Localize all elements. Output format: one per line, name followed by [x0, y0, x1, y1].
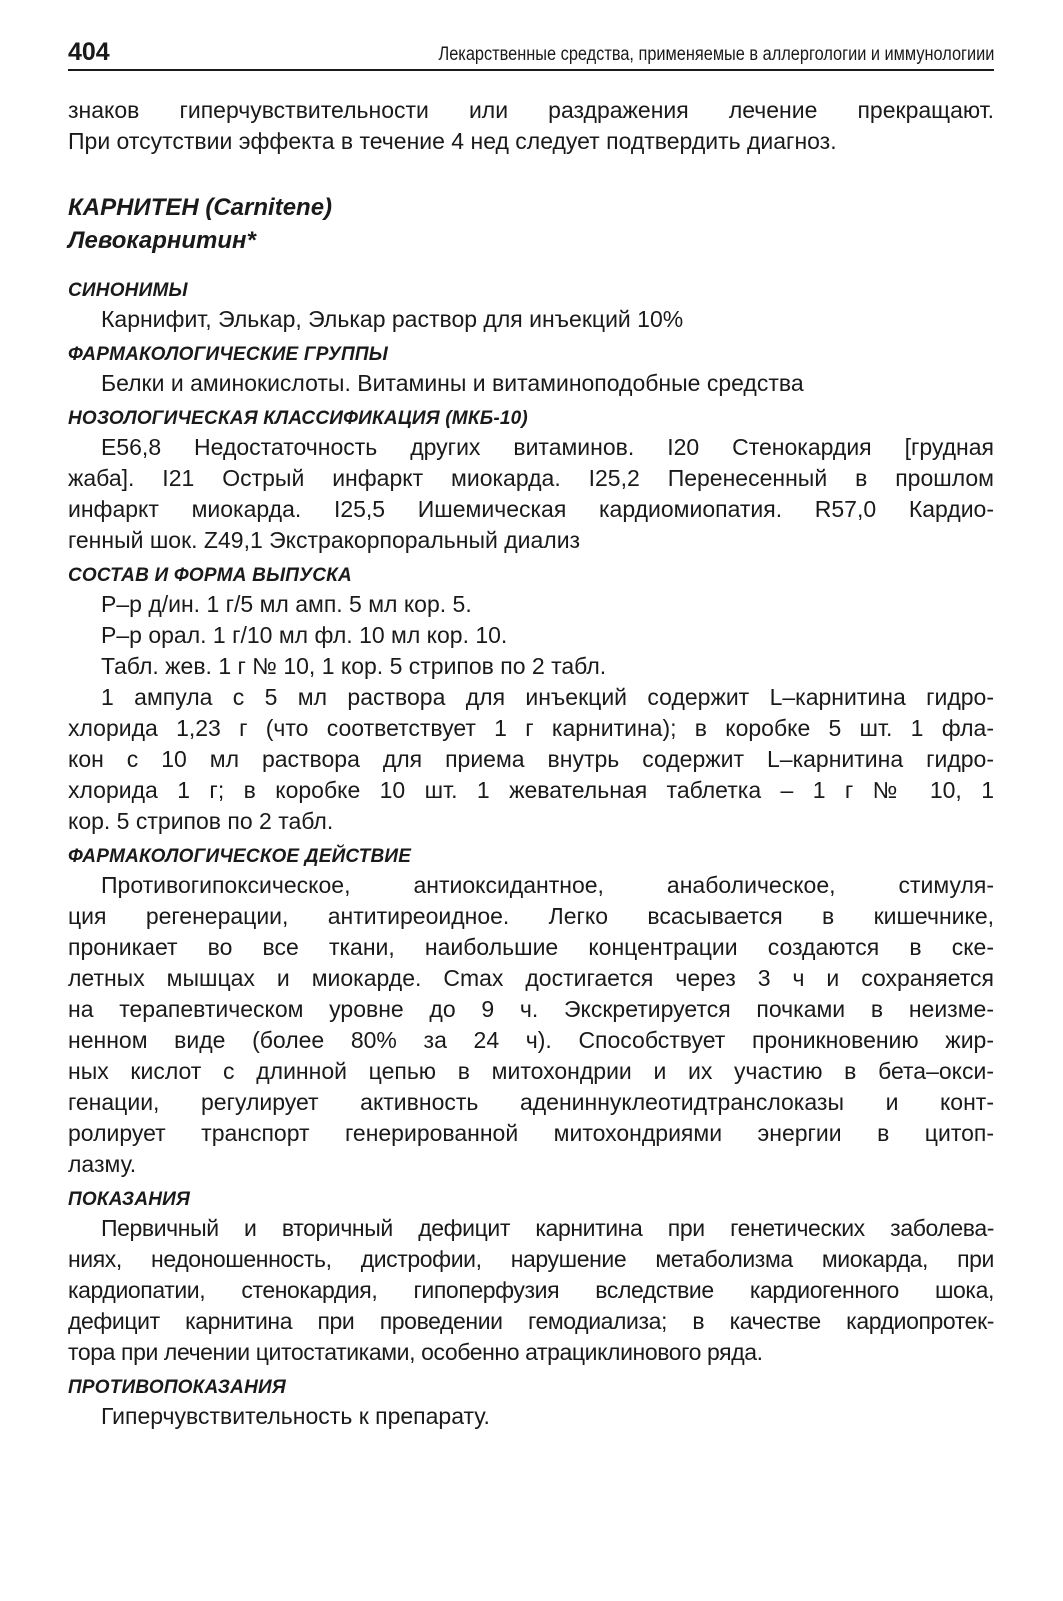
section-heading-synonyms: СИНОНИМЫ	[68, 280, 188, 301]
composition-line: 1 ампула с 5 мл раствора для инъекций содержит L–карнитина гидро-	[101, 684, 994, 710]
pharm-action-line: летных мышцах и миокарде. Cmax достигается через 3 ч и сохраняется	[68, 965, 994, 991]
section-body-pharm-groups	[68, 368, 994, 399]
pharm-action-line: генации, регулирует активность адениннуклеотидтранслоказы и конт-	[68, 1089, 994, 1115]
synonyms-text: Карнифит, Элькар, Элькар раствор для инъекций 10%	[101, 306, 684, 332]
section-body-contraindications	[68, 1401, 994, 1432]
nosology-line: жаба]. I21 Острый инфаркт миокарда. I25,2 Перенесенный в прошлом	[68, 465, 994, 491]
page-number: 404	[68, 38, 110, 66]
composition-line: хлорида 1,23 г (что соответствует 1 г карнитина); в коробке 5 шт. 1 фла-	[68, 715, 994, 741]
composition-line: хлорида 1 г; в коробке 10 шт. 1 жевательная таблетка – 1 г № 10, 1	[68, 777, 994, 803]
indications-line: дефицит карнитина при проведении гемодиализа; в качестве кардиопротек-	[68, 1308, 994, 1334]
pharm-action-line: ненном виде (более 80% за 24 ч). Способствует проникновению жир-	[68, 1027, 994, 1053]
section-heading-contraindications: ПРОТИВОПОКАЗАНИЯ	[68, 1377, 286, 1398]
section-body-composition	[68, 589, 994, 837]
nosology-line: E56,8 Недостаточность других витаминов. I20 Стенокардия [грудная	[101, 434, 994, 460]
pharm-action-line: ция регенерации, антитиреоидное. Легко всасывается в кишечнике,	[68, 903, 994, 929]
contraindications-text: Гиперчувствительность к препарату.	[101, 1403, 490, 1429]
intro-line: знаков гиперчувствительности или раздражения лечение прекращают.	[68, 97, 994, 123]
drug-inn: Левокарнитин*	[68, 227, 256, 254]
composition-item: Р–р орал. 1 г/10 мл фл. 10 мл кор. 10.	[101, 622, 508, 648]
section-body-nosology	[68, 432, 994, 556]
pharm-action-line: Противогипоксическое, антиоксидантное, анаболическое, стимуля-	[101, 872, 994, 898]
nosology-line: генный шок. Z49,1 Экстракорпоральный диализ	[68, 527, 581, 553]
composition-line: кор. 5 стрипов по 2 табл.	[68, 808, 334, 834]
section-heading-pharm-action: ФАРМАКОЛОГИЧЕСКОЕ ДЕЙСТВИЕ	[68, 846, 412, 867]
pharm-action-line: лазму.	[68, 1151, 137, 1177]
section-heading-nosology: НОЗОЛОГИЧЕСКАЯ КЛАССИФИКАЦИЯ (МКБ-10)	[68, 408, 528, 429]
section-heading-composition: СОСТАВ И ФОРМА ВЫПУСКА	[68, 565, 352, 586]
composition-item: Р–р д/ин. 1 г/5 мл амп. 5 мл кор. 5.	[101, 591, 472, 617]
indications-line: кардиопатии, стенокардия, гипоперфузия вследствие кардиогенного шока,	[68, 1277, 994, 1303]
section-body-indications	[68, 1213, 994, 1368]
drug-name: КАРНИТЕН (Carnitene)	[68, 194, 333, 221]
intro-line: При отсутствии эффекта в течение 4 нед следует подтвердить диагноз.	[68, 128, 837, 154]
section-body-pharm-action	[68, 870, 994, 1180]
intro-paragraph	[68, 95, 994, 157]
pharm-action-line: проникает во все ткани, наибольшие концентрации создаются в ске-	[68, 934, 994, 960]
book-page	[68, 30, 994, 1432]
composition-line: кон с 10 мл раствора для приема внутрь содержит L–карнитина гидро-	[68, 746, 994, 772]
section-heading-pharm-groups: ФАРМАКОЛОГИЧЕСКИЕ ГРУППЫ	[68, 344, 388, 365]
running-header	[68, 30, 994, 71]
indications-line: Первичный и вторичный дефицит карнитина при генетических заболева-	[101, 1215, 994, 1241]
indications-line: тора при лечении цитостатиками, особенно атрациклинового ряда.	[68, 1339, 763, 1365]
section-body-synonyms	[68, 304, 994, 335]
pharm-action-line: на терапевтическом уровне до 9 ч. Экскретируется почками в неизме-	[68, 996, 994, 1022]
nosology-line: инфаркт миокарда. I25,5 Ишемическая кардиомиопатия. R57,0 Кардио-	[68, 496, 994, 522]
indications-line: ниях, недоношенность, дистрофии, нарушение метаболизма миокарда, при	[68, 1246, 994, 1272]
composition-item: Табл. жев. 1 г № 10, 1 кор. 5 стрипов по 2 табл.	[101, 653, 607, 679]
running-title: Лекарственные средства, применяемые в аллергологии и иммунологиии	[438, 44, 994, 65]
pharm-action-line: ролирует транспорт генерированной митохондриями энергии в цитоп-	[68, 1120, 994, 1146]
section-heading-indications: ПОКАЗАНИЯ	[68, 1189, 191, 1210]
pharm-action-line: ных кислот с длинной цепью в митохондрии и их участию в бета–окси-	[68, 1058, 994, 1084]
drug-title	[68, 191, 994, 257]
pharm-groups-text: Белки и аминокислоты. Витамины и витаминоподобные средства	[101, 370, 804, 396]
